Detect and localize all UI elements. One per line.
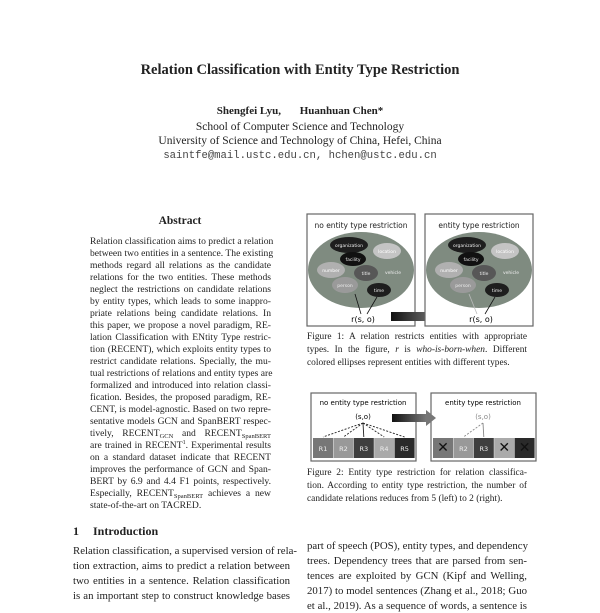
- relation-label: R3: [359, 445, 369, 453]
- abstract-heading: Abstract: [158, 215, 202, 227]
- relation-label: r(s, o): [469, 315, 493, 324]
- entity-label: facility: [463, 258, 479, 263]
- right-column-line: part of speech (POS), entity types, and dependency: [307, 540, 528, 552]
- section-heading: [73, 524, 158, 539]
- figure-1-right-panel: [425, 214, 533, 326]
- entity-label: location: [378, 250, 396, 255]
- entity-label: person: [455, 284, 471, 289]
- abstract-line: Relation classification aims to predict a relation: [90, 236, 274, 247]
- abstract-line: between two entities in a sentence. The existing: [90, 248, 274, 259]
- figure-1-caption-line: Figure 1: A relation restricts entities with appropriate: [307, 332, 527, 342]
- entity-label: vehicle: [384, 271, 402, 276]
- intro-line: is an important step to construct knowledge bases: [73, 590, 290, 602]
- entity-label: facility: [345, 258, 361, 263]
- entity-label: vehicle: [502, 271, 520, 276]
- abstract-line: state-of-the-art on TACRED.: [90, 500, 202, 511]
- abstract-line: CENT, is model-agnostic. Based on two repre-: [90, 404, 271, 415]
- abstract-line: sentative models GCN and SpanBERT respec-: [90, 416, 271, 427]
- entity-label: title: [361, 272, 371, 277]
- entity-label: organization: [335, 244, 363, 249]
- abstract-line: fication. Besides, the proposed paradigm, RE-: [90, 392, 271, 403]
- intro-line: Relation classification, a supervised version of rela-: [73, 545, 297, 557]
- entity-label: time: [373, 289, 385, 294]
- abstract-line: methods regard all relations as the candidate: [90, 260, 271, 271]
- figure-2-right-title: entity type restriction: [445, 399, 521, 407]
- right-column-line: tences are exploited by GCN (Kipf and Welling,: [307, 570, 527, 582]
- figure-2-caption-line: Figure 2: Entity type restriction for relation classifica-: [307, 468, 527, 478]
- abstract-line: on a standard dataset indicate that RECENT: [90, 452, 271, 463]
- entity-label: person: [337, 284, 353, 289]
- abstract-line: by entity types, which leads to some inappro-: [90, 296, 271, 307]
- abstract-line: restrict candidate relations. Specially, the mu-: [90, 356, 271, 367]
- cross-icon: ✕: [498, 440, 511, 456]
- abstract-line: improves the performance of GCN and Span-: [90, 464, 271, 475]
- figure-2: [305, 390, 537, 464]
- abstract-line: tual restrictions of relations and entity types are: [90, 368, 273, 379]
- relation-label: r(s, o): [351, 315, 375, 324]
- abstract-line: lation Classification with ENtity Type restric-: [90, 332, 271, 343]
- intro-line: two entities in a sentence. Relation classification: [73, 575, 290, 587]
- entity-label: time: [491, 289, 503, 294]
- authors: [0, 105, 600, 117]
- author-1: Shengfei Lyu,: [216, 105, 281, 117]
- paper-title: Relation Classification with Entity Type Restriction: [140, 62, 460, 78]
- figure-1-right-title: entity type restriction: [438, 221, 520, 230]
- entity-label: number: [440, 269, 458, 274]
- relation-label: R4: [379, 445, 389, 453]
- affiliation-university: University of Science and Technology of China, Hefei, China: [158, 135, 442, 147]
- abstract-line: relations for the two entities. These methods: [90, 272, 271, 283]
- entity-label: number: [322, 269, 340, 274]
- entity-label: location: [496, 250, 514, 255]
- author-2: Huanhuan Chen*: [299, 105, 384, 117]
- relation-label: R3: [479, 445, 489, 453]
- figure-2-left-title: no entity type restriction: [319, 399, 407, 407]
- abstract-line: priate relations being candidate relations. In: [90, 308, 271, 319]
- relation-label: R1: [318, 445, 328, 453]
- figure-1-left-panel: [307, 214, 415, 326]
- figure-1: [305, 212, 537, 330]
- abstract-line: Especially, $RECENT_{SpanBERT}$ achieves a new: [90, 488, 271, 500]
- right-column-line: 2017) to model sentences (Zhang et al., 2018; Guo: [307, 585, 527, 597]
- entity-pair-label: (s,o): [475, 413, 491, 421]
- right-column-line: et al., 2019). As a sequence of words, a sentence is: [307, 600, 527, 612]
- arrow-icon: [392, 414, 426, 422]
- relation-label: R2: [339, 445, 348, 453]
- figure-2-caption-line: candidate relations reduces from 5 (left) to 2 (right).: [307, 494, 503, 504]
- section-title: Introduction: [93, 524, 159, 538]
- cross-icon: ✕: [518, 440, 531, 456]
- affiliation-school: School of Computer Science and Technology: [195, 121, 405, 133]
- abstract-line: are trained in RECENT$^1$. Experimental results: [90, 439, 271, 451]
- abstract-line: this paper, we propose a novel paradigm, RE-: [90, 320, 271, 331]
- relation-label: R2: [459, 445, 468, 453]
- entity-label: title: [479, 272, 489, 277]
- figure-1-left-title: no entity type restriction: [314, 221, 408, 230]
- abstract-line: tively, $RECENT_{GCN}$ and $RECENT_{SpanBERT}$: [90, 428, 271, 440]
- right-column-line: trees. Dependency trees that are parsed from sen-: [307, 555, 527, 567]
- abstract-line: tion (RECENT), which exploits entity types to: [90, 344, 271, 355]
- abstract-line: neglect the restrictions on candidate relations: [90, 284, 271, 295]
- intro-line: tion extraction, aims to predict a relation between: [73, 560, 290, 572]
- entity-pair-label: (s,o): [355, 413, 371, 421]
- figure-1-caption-line: types. In the figure, r is who-is-born-when. Different: [307, 345, 528, 355]
- figure-1-caption-line: colored ellipses represent entities with different types.: [307, 358, 510, 368]
- abstract-line: BERT by 6.9 and 4.4 F1 points, respectively.: [90, 476, 271, 487]
- cross-icon: ✕: [437, 440, 449, 456]
- figure-2-caption-line: tion. According to entity type restriction, the number of: [307, 481, 527, 491]
- emails: saintfe@mail.ustc.edu.cn, hchen@ustc.edu.cn: [163, 150, 437, 162]
- entity-label: organization: [453, 244, 481, 249]
- abstract-line: formalized and introduced into relation classi-: [90, 380, 271, 391]
- section-number: 1: [73, 524, 79, 538]
- relation-label: R5: [400, 445, 409, 453]
